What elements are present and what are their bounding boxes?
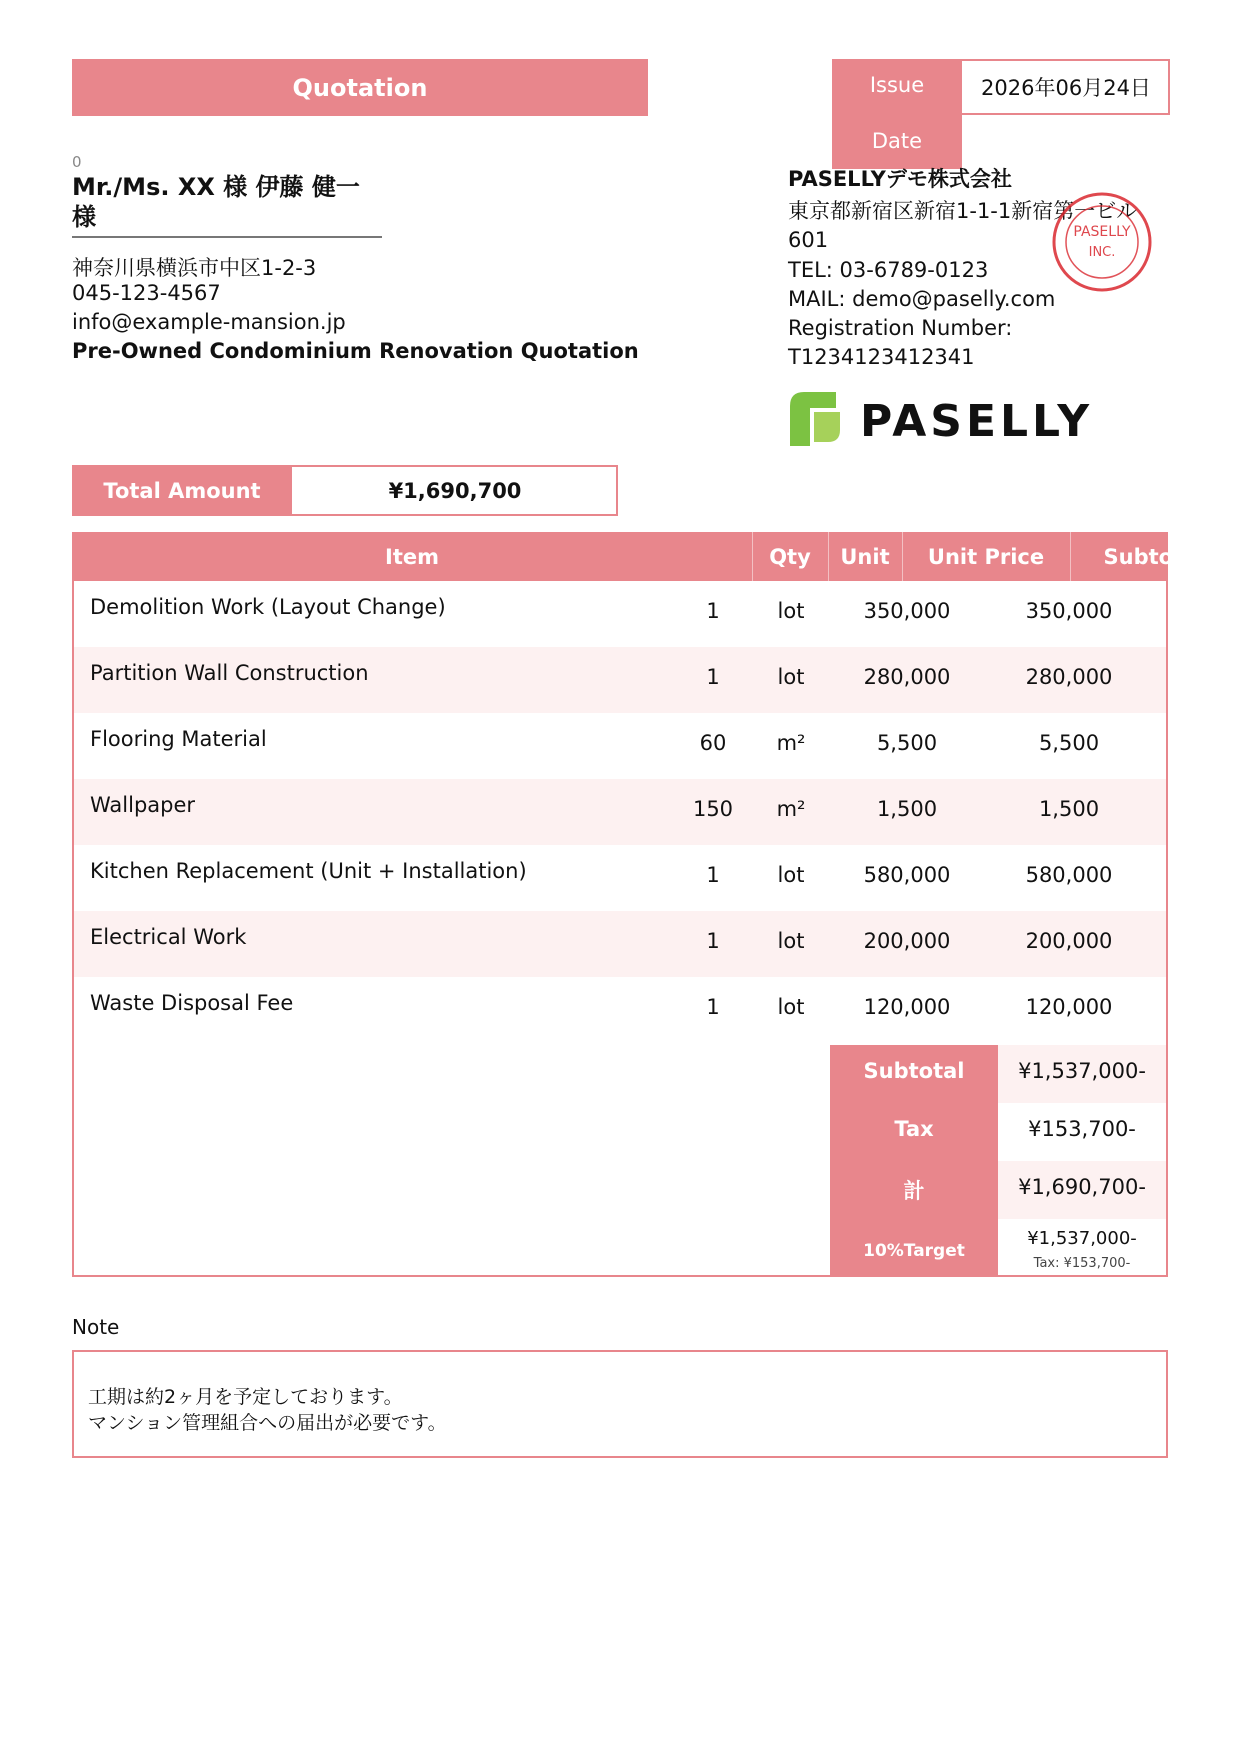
row-qty: 150	[692, 797, 734, 821]
header-unit-price: Unit Price	[927, 544, 1045, 569]
total-amount-value: ¥1,690,700	[388, 478, 522, 503]
table-row	[74, 845, 1166, 911]
row-subtotal: 1,500	[1038, 797, 1100, 821]
row-subtotal: 350,000	[1025, 599, 1113, 623]
row-qty: 1	[706, 863, 720, 887]
row-item: Partition Wall Construction	[90, 661, 369, 685]
company-email[interactable]: MAIL: demo@paselly.com	[788, 287, 1056, 311]
company-phone: TEL: 03-6789-0123	[788, 258, 989, 282]
row-unit: lot	[777, 929, 805, 953]
table-row	[74, 581, 1166, 647]
row-qty: 1	[706, 665, 720, 689]
header-subtotal: Subtotal	[1103, 544, 1205, 569]
svg-text:INC.: INC.	[1088, 245, 1116, 260]
svg-text:PASELLY: PASELLY	[860, 396, 1094, 447]
company-seal-stamp	[1050, 190, 1154, 294]
company-registration-number: Registration Number: T1234123412341	[788, 316, 1013, 369]
row-unit-price: 350,000	[863, 599, 951, 623]
summary-tax-label: Tax	[894, 1117, 934, 1141]
summary-target-label: 10%Target	[863, 1241, 965, 1261]
client-name: Mr./Ms. XX 様 伊藤 健一 様	[72, 173, 360, 231]
row-item: Kitchen Replacement (Unit + Installation)	[90, 859, 527, 883]
table-row	[74, 713, 1166, 779]
row-subtotal: 120,000	[1025, 995, 1113, 1019]
issue-date-value: 2026年06月24日	[981, 76, 1151, 100]
svg-text:PASELLY: PASELLY	[1073, 224, 1131, 240]
summary-target-tax: Tax: ¥153,700-	[1033, 1256, 1131, 1271]
row-qty: 1	[706, 929, 720, 953]
total-amount-label: Total Amount	[72, 465, 292, 516]
header-unit: Unit	[840, 544, 890, 569]
table-row	[74, 647, 1166, 713]
note-line-1: 工期は約2ヶ月を予定しております。	[88, 1386, 403, 1408]
client-code: 0	[72, 153, 82, 171]
summary-total-label: 計	[903, 1179, 925, 1203]
issue-date-label	[832, 59, 962, 169]
client-address: 神奈川県横浜市中区1-2-3	[72, 256, 317, 280]
row-subtotal: 5,500	[1038, 731, 1100, 755]
row-qty: 60	[699, 731, 727, 755]
row-item: Flooring Material	[90, 727, 267, 751]
header-qty: Qty	[769, 544, 811, 569]
row-unit: lot	[777, 995, 805, 1019]
client-email[interactable]: info@example-mansion.jp	[72, 310, 346, 334]
row-unit-price: 200,000	[863, 929, 951, 953]
summary-target-value: ¥1,537,000-	[1027, 1228, 1137, 1249]
row-item: Electrical Work	[90, 925, 247, 949]
issue-label-line1: Issue	[869, 73, 925, 97]
client-name-underline	[72, 236, 382, 238]
row-item: Demolition Work (Layout Change)	[90, 595, 446, 619]
header-item: Item	[385, 544, 439, 569]
company-name: PASELLYデモ株式会社	[788, 167, 1012, 191]
row-subtotal: 200,000	[1025, 929, 1113, 953]
row-unit-price: 280,000	[863, 665, 951, 689]
table-row	[74, 779, 1166, 845]
row-item: Wallpaper	[90, 793, 196, 817]
summary-labels	[830, 1045, 998, 1277]
note-label: Note	[72, 1315, 120, 1339]
row-subtotal: 580,000	[1025, 863, 1113, 887]
table-row	[74, 911, 1166, 977]
paselly-logo	[786, 388, 1116, 450]
document-title: Quotation	[72, 59, 648, 116]
summary-tax-value: ¥153,700-	[1028, 1117, 1136, 1141]
row-unit: lot	[777, 665, 805, 689]
summary-subtotal-value: ¥1,537,000-	[1018, 1059, 1146, 1083]
row-qty: 1	[706, 599, 720, 623]
summary-total-value: ¥1,690,700-	[1018, 1175, 1146, 1199]
note-line-2: マンション管理組合への届出が必要です。	[88, 1412, 447, 1434]
row-unit-price: 580,000	[863, 863, 951, 887]
summary-subtotal-label: Subtotal	[863, 1059, 965, 1083]
row-unit: m²	[776, 797, 806, 821]
client-phone: 045-123-4567	[72, 281, 221, 305]
row-item: Waste Disposal Fee	[90, 991, 294, 1015]
row-unit-price: 5,500	[876, 731, 938, 755]
row-unit: m²	[776, 731, 806, 755]
quotation-subject: Pre-Owned Condominium Renovation Quotation	[72, 339, 639, 363]
table-row	[74, 977, 1166, 1043]
row-unit-price: 1,500	[876, 797, 938, 821]
row-subtotal: 280,000	[1025, 665, 1113, 689]
row-unit-price: 120,000	[863, 995, 951, 1019]
items-table-header	[72, 532, 1205, 581]
row-unit: lot	[777, 863, 805, 887]
row-qty: 1	[706, 995, 720, 1019]
issue-label-line2: Date	[871, 129, 923, 153]
company-address: 東京都新宿区新宿1-1-1新宿第一ビル601	[788, 199, 1138, 252]
row-unit: lot	[777, 599, 805, 623]
